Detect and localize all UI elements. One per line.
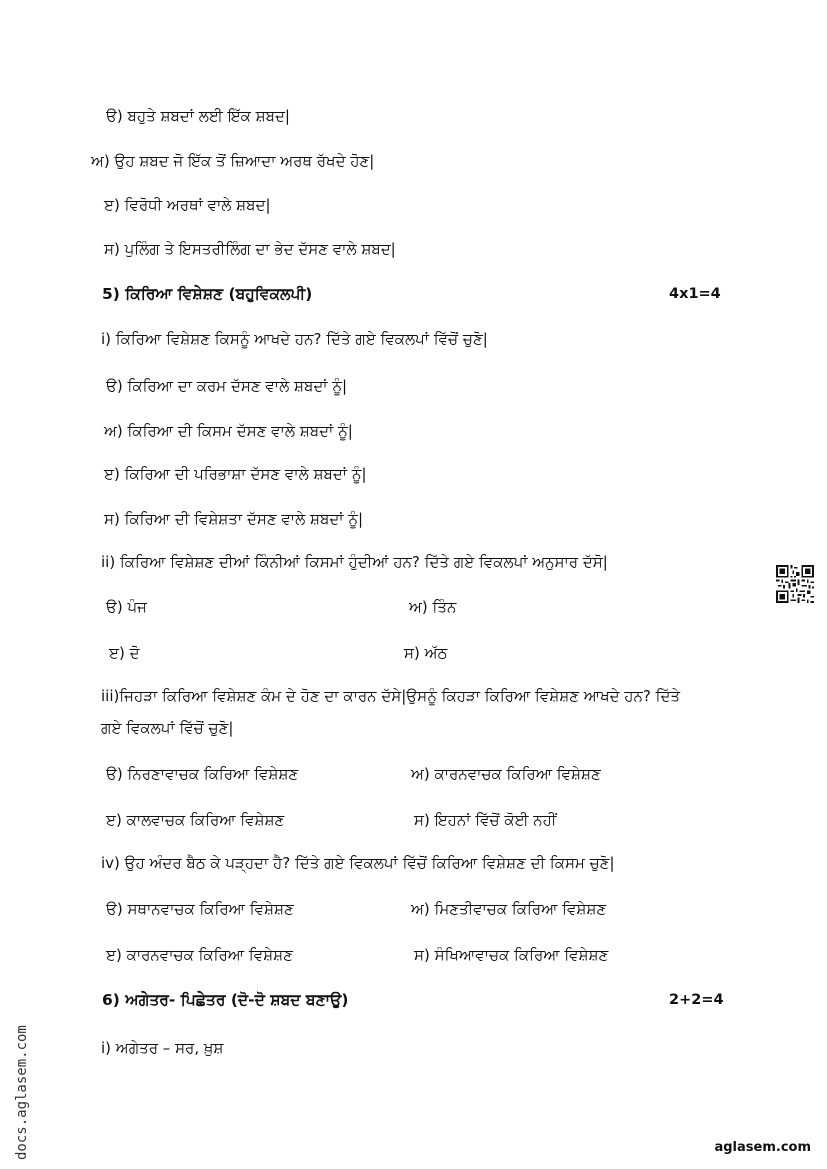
section-6-marks: 2+2=4	[669, 992, 724, 1008]
option-d: ਸ) ਪੁਲਿੰਗ ਤੇ ਇਸਤਰੀਲਿੰਗ ਦਾ ਭੇਦ ਦੱਸਣ ਵਾਲੇ ਸ਼ਬਦ|	[104, 240, 396, 258]
option-c: ੲ) ਵਿਰੋਧੀ ਅਰਥਾਂ ਵਾਲੇ ਸ਼ਬਦ|	[104, 196, 271, 214]
q2-option-b: ਅ) ਤਿੰਨ	[409, 598, 457, 616]
q3-option-d: ਸ) ਇਹਨਾਂ ਵਿੱਚੋਂ ਕੋਈ ਨਹੀਂ	[414, 811, 557, 829]
q1-option-b: ਅ) ਕਿਰਿਆ ਦੀ ਕਿਸਮ ਦੱਸਣ ਵਾਲੇ ਸ਼ਬਦਾਂ ਨੂੰ|	[104, 422, 353, 440]
q4-question: iv) ਉਹ ਅੰਦਰ ਬੈਠ ਕੇ ਪੜ੍ਹਦਾ ਹੈ? ਦਿੱਤੇ ਗਏ ਵਿਕਲਪਾਂ ਵਿੱਚੋਂ ਕਿਰਿਆ ਵਿਸ਼ੇਸ਼ਣ ਦੀ ਕਿਸਮ ਚੁਣੋ|	[101, 854, 615, 872]
side-watermark: docs.aglasem.com	[14, 1025, 30, 1160]
q4-option-c: ੲ) ਕਾਰਨਵਾਚਕ ਕਿਰਿਆ ਵਿਸ਼ੇਸ਼ਣ	[106, 946, 293, 964]
section-5-heading: 5) ਕਿਰਿਆ ਵਿਸ਼ੇਸ਼ਣ (ਬਹੁਵਿਕਲਪੀ)	[102, 285, 313, 303]
section-6-heading: 6) ਅਗੇਤਰ- ਪਿਛੇਤਰ (ਦੋ-ਦੋ ਸ਼ਬਦ ਬਣਾਉ)	[102, 991, 349, 1009]
q3-option-c: ੲ) ਕਾਲਵਾਚਕ ਕਿਰਿਆ ਵਿਸ਼ੇਸ਼ਣ	[106, 811, 285, 829]
section-5-marks: 4x1=4	[669, 286, 721, 302]
q3-option-a: ੳ) ਨਿਰਣਾਵਾਚਕ ਕਿਰਿਆ ਵਿਸ਼ੇਸ਼ਣ	[106, 765, 299, 783]
q1-option-a: ੳ) ਕਿਰਿਆ ਦਾ ਕਰਮ ਦੱਸਣ ਵਾਲੇ ਸ਼ਬਦਾਂ ਨੂੰ|	[106, 377, 348, 395]
q4-option-b: ਅ) ਮਿਣਤੀਵਾਚਕ ਕਿਰਿਆ ਵਿਸ਼ੇਸ਼ਣ	[411, 900, 607, 918]
q1-question: i) ਕਿਰਿਆ ਵਿਸ਼ੇਸ਼ਣ ਕਿਸਨੂੰ ਆਖਦੇ ਹਨ? ਦਿੱਤੇ ਗਏ ਵਿਕਲਪਾਂ ਵਿੱਚੋਂ ਚੁਣੋ|	[101, 330, 488, 348]
q2-option-d: ਸ) ਅੱਠ	[404, 644, 448, 662]
q3-question-line2: ਗਏ ਵਿਕਲਪਾਂ ਵਿੱਚੋਂ ਚੁਣੋ|	[101, 719, 234, 737]
q2-question: ii) ਕਿਰਿਆ ਵਿਸ਼ੇਸ਼ਣ ਦੀਆਂ ਕਿੰਨੀਆਂ ਕਿਸਮਾਂ ਹੁੰਦੀਆਂ ਹਨ? ਦਿੱਤੇ ਗਏ ਵਿਕਲਪਾਂ ਅਨੁਸਾਰ ਦੱਸੋ|	[101, 553, 608, 571]
q2-option-c: ੲ) ਦੋ	[109, 644, 140, 662]
option-b: ਅ) ਉਹ ਸ਼ਬਦ ਜੋ ਇੱਕ ਤੋਂ ਜ਼ਿਆਦਾ ਅਰਥ ਰੱਖਦੇ ਹੋਣ|	[91, 152, 375, 170]
q2-option-a: ੳ) ਪੰਜ	[106, 598, 147, 616]
q3-option-b: ਅ) ਕਾਰਨਵਾਚਕ ਕਿਰਿਆ ਵਿਸ਼ੇਸ਼ਣ	[411, 765, 601, 783]
q4-option-d: ਸ) ਸੰਖਿਆਵਾਚਕ ਕਿਰਿਆ ਵਿਸ਼ੇਸ਼ਣ	[414, 946, 609, 964]
q4-option-a: ੳ) ਸਥਾਨਵਾਚਕ ਕਿਰਿਆ ਵਿਸ਼ੇਸ਼ਣ	[106, 900, 294, 918]
footer-brand: aglasem.com	[714, 1140, 811, 1155]
q3-question-line1: iii)ਜਿਹੜਾ ਕਿਰਿਆ ਵਿਸ਼ੇਸ਼ਣ ਕੰਮ ਦੇ ਹੋਣ ਦਾ ਕਾਰਨ ਦੱਸੇ|ਉਸਨੂੰ ਕਿਹੜਾ ਕਿਰਿਆ ਵਿਸ਼ੇਸ਼ਣ ਆਖਦੇ ਹਨ? ਦਿੱਤੇ	[101, 687, 680, 705]
qr-code-icon	[776, 565, 814, 603]
q1-option-c: ੲ) ਕਿਰਿਆ ਦੀ ਪਰਿਭਾਸ਼ਾ ਦੱਸਣ ਵਾਲੇ ਸ਼ਬਦਾਂ ਨੂੰ|	[104, 465, 367, 483]
option-a: ੳ) ਬਹੁਤੇ ਸ਼ਬਦਾਂ ਲਈ ਇੱਕ ਸ਼ਬਦ|	[106, 107, 290, 125]
q1-option-d: ਸ) ਕਿਰਿਆ ਦੀ ਵਿਸ਼ੇਸ਼ਤਾ ਦੱਸਣ ਵਾਲੇ ਸ਼ਬਦਾਂ ਨੂੰ|	[104, 510, 364, 528]
section-6-line1: i) ਅਗੇਤਰ – ਸਰ, ਖ਼ੁਸ਼	[101, 1039, 224, 1057]
